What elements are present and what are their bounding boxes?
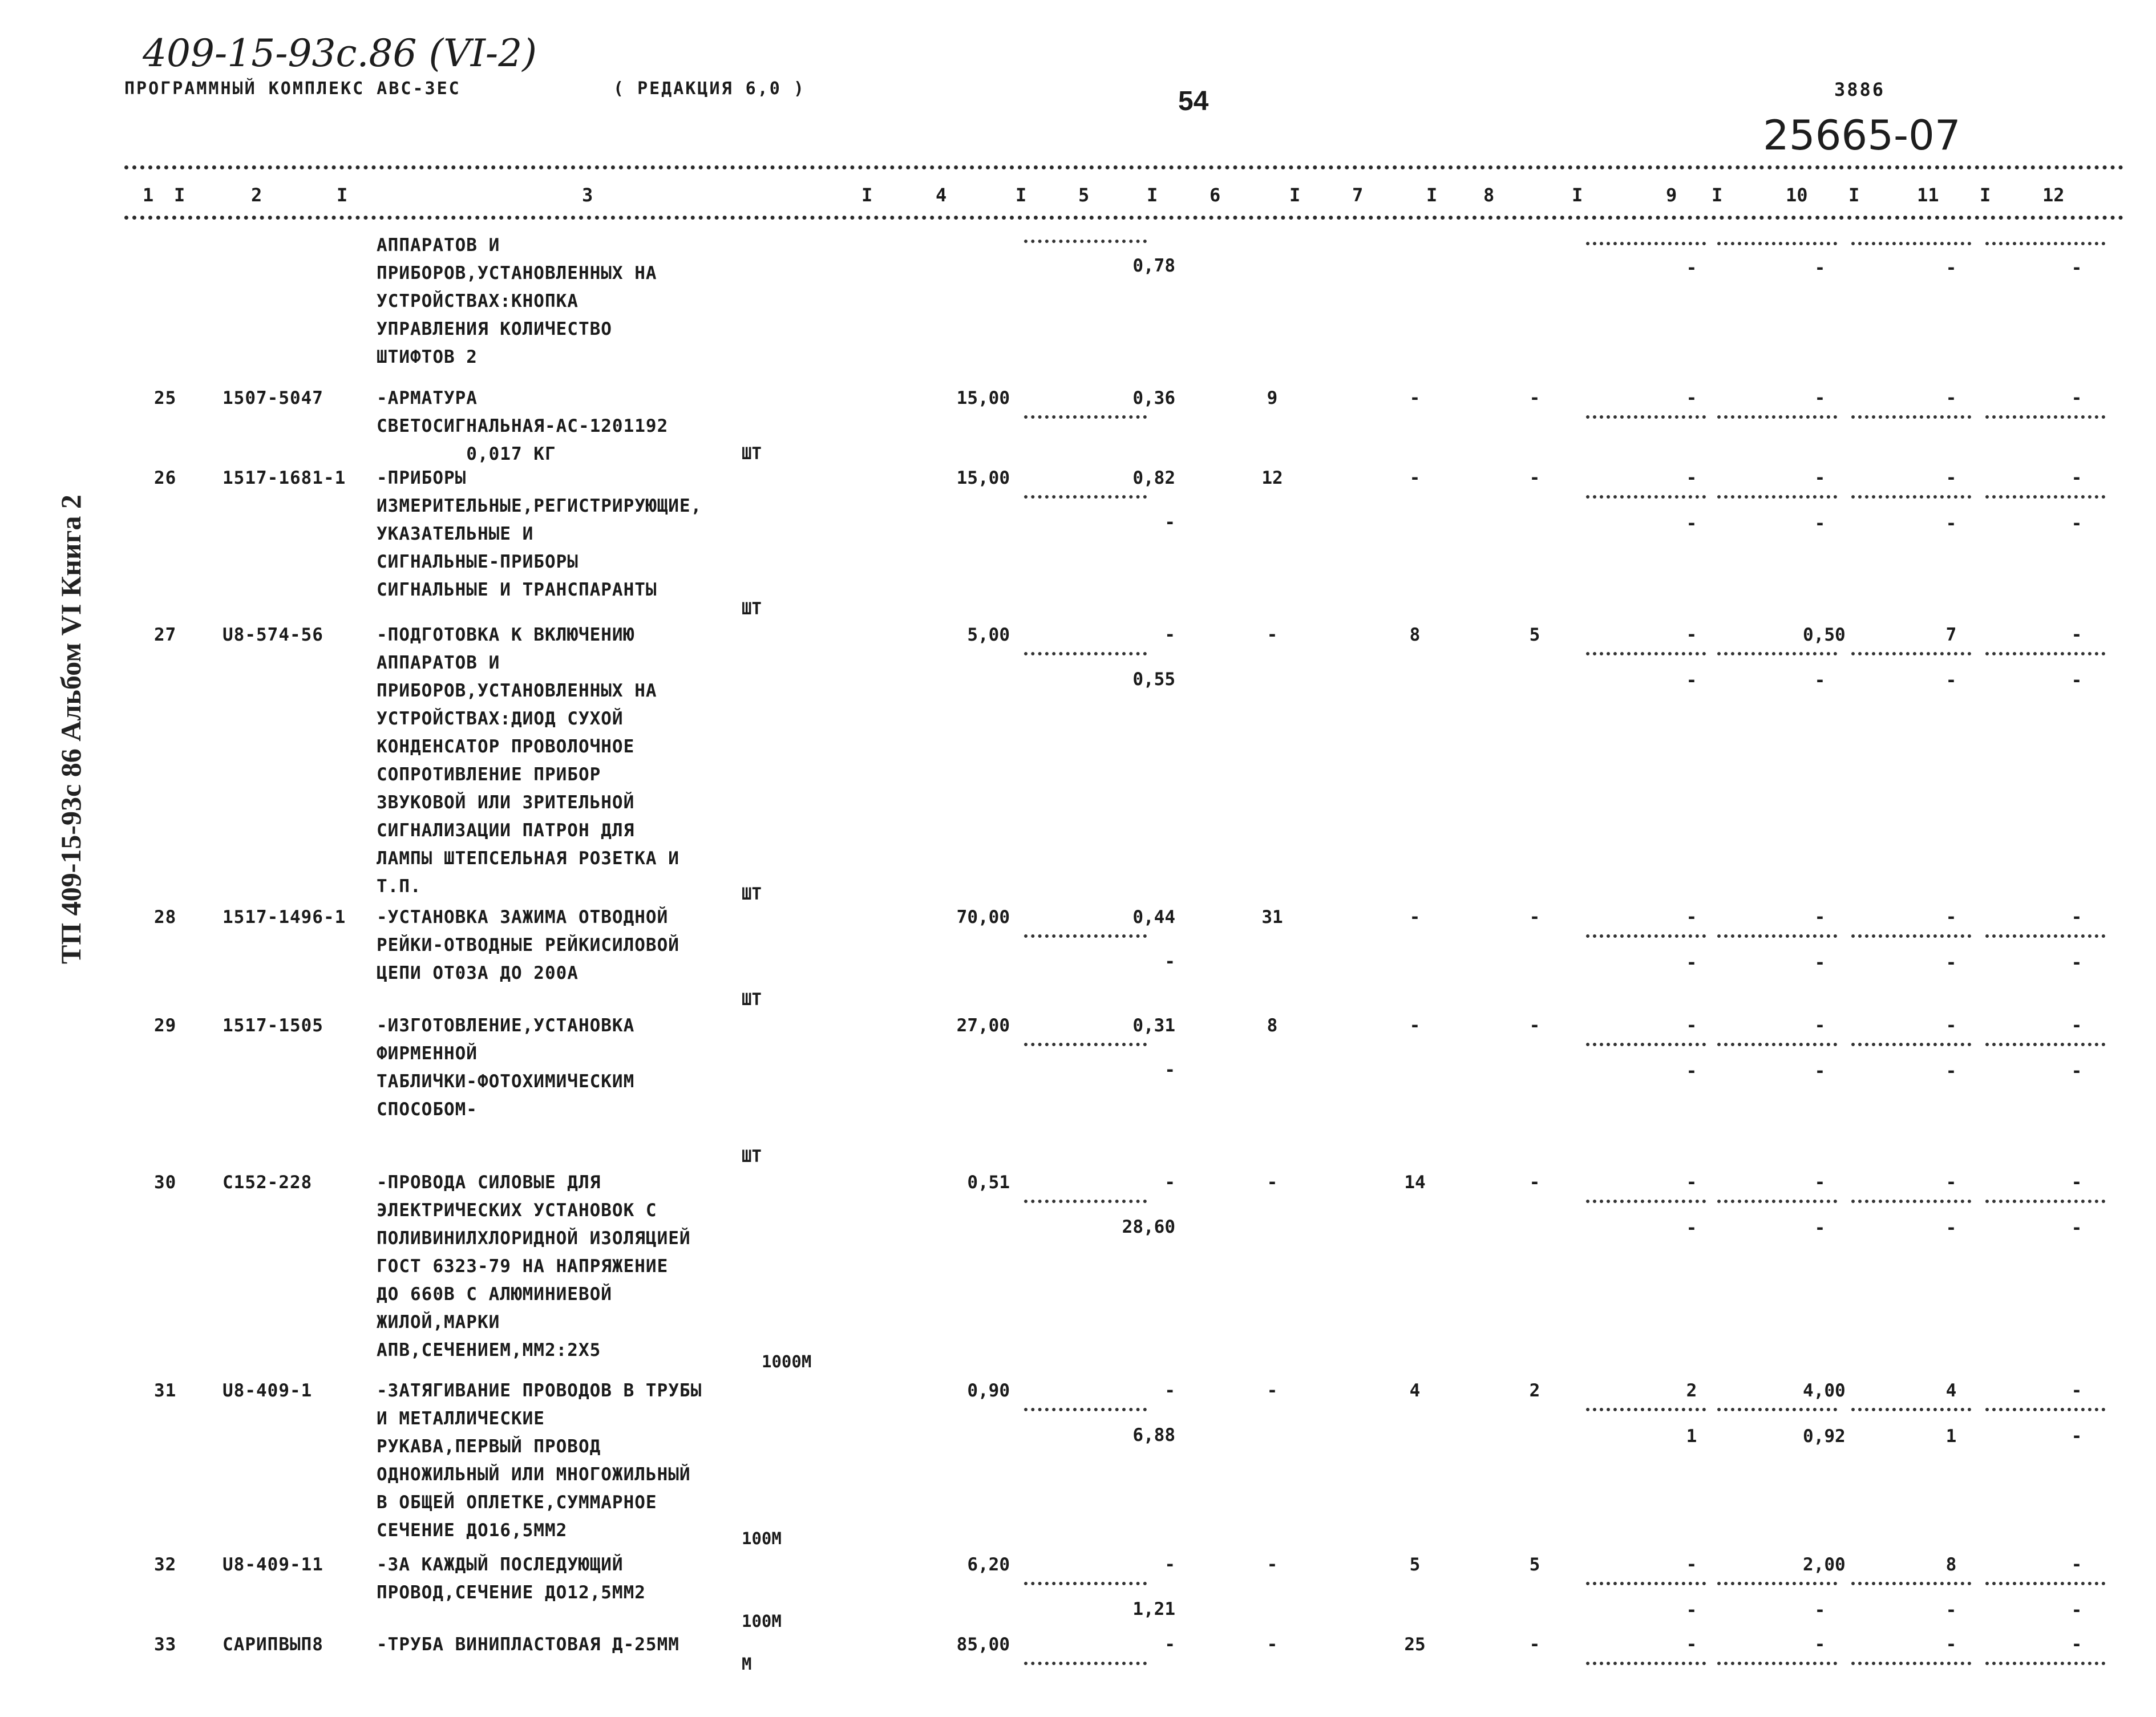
cell-col-8: -: [1529, 388, 1540, 408]
dotted-divider: [1851, 934, 1971, 938]
cell-col-5-lower: 0,78: [1132, 256, 1175, 276]
row-description-line: -ПОДГОТОВКА К ВКЛЮЧЕНИЮ: [377, 625, 635, 645]
row-description-line: -ЗА КАЖДЫЙ ПОСЛЕДУЮЩИЙ: [377, 1554, 624, 1575]
cell-c11-upper: 8: [1945, 1554, 1957, 1575]
row-description-line: ОДНОЖИЛЬНЫЙ ИЛИ МНОГОЖИЛЬНЫЙ: [377, 1464, 691, 1485]
cell-col-5-upper: -: [1164, 1634, 1175, 1655]
cell-c10-lower: -: [1814, 1061, 1826, 1082]
dotted-divider: [1586, 1043, 1706, 1046]
column-header-2: 2: [251, 184, 262, 206]
row-description-line: ПРИБОРОВ,УСТАНОВЛЕННЫХ НА: [377, 681, 657, 701]
row-unit: 100М: [742, 1529, 782, 1548]
row-description-line: СВЕТОСИГНАЛЬНАЯ-АС-1201192: [377, 416, 669, 436]
cell-c9-upper: -: [1686, 1015, 1697, 1036]
row-number: 26: [154, 468, 177, 488]
row-number: 27: [154, 625, 177, 645]
cell-col-5-upper: -: [1164, 1554, 1175, 1575]
cell-c12-upper: -: [2071, 388, 2082, 408]
row-number: 28: [154, 907, 177, 928]
row-description-line: ТАБЛИЧКИ-ФОТОХИМИЧЕСКИМ: [377, 1071, 635, 1092]
column-separator: I: [1426, 184, 1438, 206]
cell-col-7: 14: [1404, 1172, 1426, 1193]
cell-col-8: -: [1529, 468, 1540, 488]
dotted-divider: [1586, 934, 1706, 938]
row-description-line: -АРМАТУРА: [377, 388, 478, 408]
handwritten-document-code: 409-15-93с.86 (VI-2): [143, 31, 537, 75]
dotted-divider: [1024, 240, 1147, 243]
stamp-small-number: 3886: [1834, 79, 1886, 100]
dotted-divider: [1024, 415, 1147, 419]
cell-c11-lower: -: [1945, 1600, 1957, 1621]
cell-c9-upper: 2: [1686, 1380, 1697, 1401]
cell-c11-lower: -: [1945, 513, 1957, 534]
row-number: 25: [154, 388, 177, 408]
dotted-divider: [1717, 1043, 1837, 1046]
row-unit: ШТ: [742, 599, 762, 618]
dotted-divider: [1586, 242, 1706, 245]
row-description-line: -ТРУБА ВИНИПЛАСТОВАЯ Д-25ММ: [377, 1634, 679, 1655]
row-code: U8-574-56: [223, 625, 323, 645]
row-description-line: ЖИЛОЙ,МАРКИ: [377, 1312, 500, 1333]
cell-col-7: 8: [1409, 625, 1421, 645]
cell-col-5-lower: -: [1164, 951, 1175, 972]
cell-col-6: -: [1267, 1554, 1278, 1575]
column-header-8: 8: [1483, 184, 1495, 206]
row-description-line: АППАРАТОВ И: [377, 653, 500, 673]
cell-c9-upper: -: [1686, 907, 1697, 928]
dotted-divider: [1985, 652, 2105, 655]
cell-c9-lower: -: [1686, 513, 1697, 534]
cell-c12-lower: -: [2071, 1218, 2082, 1238]
cell-c12-upper: -: [2071, 1634, 2082, 1655]
cell-c10-upper: 4,00: [1803, 1380, 1846, 1401]
cell-col-5-lower: 6,88: [1132, 1425, 1175, 1445]
cell-c12-lower: -: [2071, 1061, 2082, 1082]
dotted-divider: [1985, 495, 2105, 499]
cell-c12-upper: -: [2071, 1172, 2082, 1193]
cell-col-4: 0,51: [967, 1172, 1010, 1193]
cell-c11-upper: -: [1945, 1015, 1957, 1036]
dotted-divider: [1985, 1200, 2105, 1203]
cell-col-6: -: [1267, 1172, 1278, 1193]
dotted-divider: [1851, 1408, 1971, 1411]
row-description-line: ПОЛИВИНИЛХЛОРИДНОЙ ИЗОЛЯЦИЕЙ: [377, 1228, 691, 1249]
cell-col-5-lower: -: [1164, 1060, 1175, 1080]
row-number: 32: [154, 1554, 177, 1575]
cell-c12-upper: -: [2071, 907, 2082, 928]
cell-c11-lower: 1: [1945, 1426, 1957, 1447]
column-separator: I: [1016, 184, 1027, 206]
dotted-divider: [1024, 934, 1147, 938]
cell-col-8: -: [1529, 907, 1540, 928]
row-description-line: СОПРОТИВЛЕНИЕ ПРИБОР: [377, 764, 601, 785]
cell-col-8: -: [1529, 1172, 1540, 1193]
cell-col-4: 15,00: [956, 388, 1010, 408]
column-separator: I: [1147, 184, 1158, 206]
dotted-divider: [1985, 1408, 2105, 1411]
cell-c11-lower: -: [1945, 670, 1957, 691]
row-description-line: УПРАВЛЕНИЯ КОЛИЧЕСТВО: [377, 319, 612, 339]
row-unit: ШТ: [742, 444, 762, 463]
dotted-divider: [1024, 1582, 1147, 1585]
dotted-divider: [1717, 415, 1837, 419]
dotted-divider: [1586, 1408, 1706, 1411]
row-description-line: -ПРИБОРЫ: [377, 468, 467, 488]
cell-c11-lower: -: [1945, 953, 1957, 973]
cell-col-6: 31: [1261, 907, 1283, 928]
dotted-divider: [1024, 495, 1147, 499]
cell-col-6: 9: [1267, 388, 1278, 408]
row-description-line: РУКАВА,ПЕРВЫЙ ПРОВОД: [377, 1436, 601, 1457]
cell-c11-lower: -: [1945, 1061, 1957, 1082]
column-header-6: 6: [1210, 184, 1221, 206]
cell-c12-lower: -: [2071, 258, 2082, 278]
cell-col-5-upper: 0,31: [1132, 1015, 1175, 1036]
header-top-rule: [124, 165, 2124, 169]
dotted-divider: [1717, 1408, 1837, 1411]
dotted-divider: [1717, 652, 1837, 655]
cell-c12-lower: -: [2071, 1600, 2082, 1621]
cell-c10-lower: -: [1814, 953, 1826, 973]
dotted-divider: [1851, 1043, 1971, 1046]
cell-col-4: 85,00: [956, 1634, 1010, 1655]
column-separator: I: [1980, 184, 1991, 206]
cell-col-4: 5,00: [967, 625, 1010, 645]
row-description-line: ПРИБОРОВ,УСТАНОВЛЕННЫХ НА: [377, 263, 657, 284]
cell-c12-lower: -: [2071, 513, 2082, 534]
cell-col-5-lower: -: [1164, 512, 1175, 533]
row-description-line: УСТРОЙСТВАХ:КНОПКА: [377, 291, 579, 311]
cell-col-5-upper: 0,44: [1132, 907, 1175, 928]
dotted-divider: [1851, 1662, 1971, 1665]
cell-c9-upper: -: [1686, 1554, 1697, 1575]
column-separator: I: [861, 184, 873, 206]
cell-col-7: 4: [1409, 1380, 1421, 1401]
cell-c12-upper: -: [2071, 468, 2082, 488]
row-description-line: СПОСОБОМ-: [377, 1099, 478, 1120]
dotted-divider: [1024, 1662, 1147, 1665]
row-code: 1507-5047: [223, 388, 323, 408]
row-description-line: РЕЙКИ-ОТВОДНЫЕ РЕЙКИСИЛОВОЙ: [377, 935, 679, 955]
cell-c9-upper: -: [1686, 1634, 1697, 1655]
column-separator: I: [1712, 184, 1723, 206]
cell-col-8: -: [1529, 1015, 1540, 1036]
row-description-line: И МЕТАЛЛИЧЕСКИЕ: [377, 1408, 545, 1429]
dotted-divider: [1851, 415, 1971, 419]
row-description-line: ЭЛЕКТРИЧЕСКИХ УСТАНОВОК С: [377, 1200, 657, 1221]
cell-c9-upper: -: [1686, 388, 1697, 408]
dotted-divider: [1851, 652, 1971, 655]
dotted-divider: [1586, 652, 1706, 655]
row-description-line: ФИРМЕННОЙ: [377, 1043, 478, 1064]
cell-c11-upper: 4: [1945, 1380, 1957, 1401]
cell-col-6: -: [1267, 1380, 1278, 1401]
cell-c11-upper: 7: [1945, 625, 1957, 645]
cell-col-6: 8: [1267, 1015, 1278, 1036]
row-description-line: -ЗАТЯГИВАНИЕ ПРОВОДОВ В ТРУБЫ: [377, 1380, 702, 1401]
cell-c12-lower: -: [2071, 1426, 2082, 1447]
row-description-line: ШТИФТОВ 2: [377, 347, 478, 367]
cell-col-5-upper: -: [1164, 625, 1175, 645]
cell-c9-upper: -: [1686, 1172, 1697, 1193]
row-description-line: ДО 660В С АЛЮМИНИЕВОЙ: [377, 1284, 612, 1305]
column-separator: I: [174, 184, 185, 206]
cell-col-8: -: [1529, 1634, 1540, 1655]
cell-col-4: 6,20: [967, 1554, 1010, 1575]
cell-col-6: -: [1267, 625, 1278, 645]
row-code: 1517-1681-1: [223, 468, 346, 488]
stamp-number: 25665-07: [1763, 111, 1961, 159]
row-number: 33: [154, 1634, 177, 1655]
row-description-line: УСТРОЙСТВАХ:ДИОД СУХОЙ: [377, 708, 624, 729]
row-description-line: -УСТАНОВКА ЗАЖИМА ОТВОДНОЙ: [377, 907, 669, 928]
program-title: ПРОГРАММНЫЙ КОМПЛЕКС АВС-3ЕС: [124, 79, 461, 99]
row-unit: 1000М: [762, 1352, 812, 1371]
row-number: 31: [154, 1380, 177, 1401]
cell-col-7: 25: [1404, 1634, 1426, 1655]
column-header-1: 1: [143, 184, 154, 206]
row-description-line: СИГНАЛИЗАЦИИ ПАТРОН ДЛЯ: [377, 820, 635, 841]
cell-col-4: 0,90: [967, 1380, 1010, 1401]
cell-col-7: -: [1409, 468, 1421, 488]
row-code: САРИПВЫП8: [223, 1634, 323, 1655]
dotted-divider: [1717, 1200, 1837, 1203]
cell-c10-upper: -: [1814, 1634, 1826, 1655]
cell-c10-upper: -: [1814, 468, 1826, 488]
edition-label: ( РЕДАКЦИЯ 6,0 ): [613, 79, 806, 99]
column-header-10: 10: [1786, 184, 1808, 206]
cell-c9-lower: -: [1686, 258, 1697, 278]
cell-c11-upper: -: [1945, 907, 1957, 928]
dotted-divider: [1985, 1582, 2105, 1585]
dotted-divider: [1985, 415, 2105, 419]
cell-c9-lower: 1: [1686, 1426, 1697, 1447]
cell-c10-upper: -: [1814, 388, 1826, 408]
cell-c12-lower: -: [2071, 953, 2082, 973]
column-header-4: 4: [936, 184, 947, 206]
row-code: U8-409-1: [223, 1380, 313, 1401]
cell-col-5-lower: 0,55: [1132, 669, 1175, 690]
dotted-divider: [1586, 415, 1706, 419]
cell-c10-upper: -: [1814, 1172, 1826, 1193]
cell-c10-lower: -: [1814, 670, 1826, 691]
cell-c12-upper: -: [2071, 1380, 2082, 1401]
dotted-divider: [1586, 1200, 1706, 1203]
row-description-line: АПВ,СЕЧЕНИЕМ,ММ2:2Х5: [377, 1340, 601, 1360]
dotted-divider: [1985, 1662, 2105, 1665]
row-description-line: ЛАМПЫ ШТЕПСЕЛЬНАЯ РОЗЕТКА И: [377, 848, 679, 869]
cell-c10-lower: 0,92: [1803, 1426, 1846, 1447]
dotted-divider: [1024, 1200, 1147, 1203]
dotted-divider: [1985, 934, 2105, 938]
dotted-divider: [1586, 495, 1706, 499]
cell-c11-upper: -: [1945, 468, 1957, 488]
cell-c9-lower: -: [1686, 670, 1697, 691]
column-separator: I: [1572, 184, 1583, 206]
cell-c10-lower: -: [1814, 1600, 1826, 1621]
row-description-line: КОНДЕНСАТОР ПРОВОЛОЧНОЕ: [377, 736, 635, 757]
cell-col-6: -: [1267, 1634, 1278, 1655]
cell-c11-upper: -: [1945, 1172, 1957, 1193]
row-description-line: ЦЕПИ ОТ03А ДО 200А: [377, 963, 579, 983]
header-bottom-rule: [124, 216, 2124, 220]
row-code: С152-228: [223, 1172, 313, 1193]
cell-c9-lower: -: [1686, 1600, 1697, 1621]
row-description-line: ИЗМЕРИТЕЛЬНЫЕ,РЕГИСТРИРУЮЩИЕ,: [377, 496, 702, 516]
dotted-divider: [1717, 1582, 1837, 1585]
dotted-divider: [1024, 1408, 1147, 1411]
cell-col-5-lower: 1,21: [1132, 1599, 1175, 1619]
row-description-line: -ПРОВОДА СИЛОВЫЕ ДЛЯ: [377, 1172, 601, 1193]
cell-col-5-upper: 0,36: [1132, 388, 1175, 408]
dotted-divider: [1851, 1582, 1971, 1585]
dotted-divider: [1851, 495, 1971, 499]
cell-col-8: 2: [1529, 1380, 1540, 1401]
row-description-line: СЕЧЕНИЕ ДО16,5ММ2: [377, 1520, 568, 1541]
cell-c9-lower: -: [1686, 1061, 1697, 1082]
cell-c12-upper: -: [2071, 1554, 2082, 1575]
dotted-divider: [1985, 1043, 2105, 1046]
cell-c11-upper: -: [1945, 388, 1957, 408]
row-code: 1517-1496-1: [223, 907, 346, 928]
column-header-12: 12: [2042, 184, 2065, 206]
row-code: U8-409-11: [223, 1554, 323, 1575]
cell-c10-lower: -: [1814, 513, 1826, 534]
row-description-line: ГОСТ 6323-79 НА НАПРЯЖЕНИЕ: [377, 1256, 669, 1277]
column-separator: I: [1289, 184, 1301, 206]
cell-c9-upper: -: [1686, 468, 1697, 488]
row-description-line: СИГНАЛЬНЫЕ И ТРАНСПАРАНТЫ: [377, 580, 657, 600]
cell-c10-upper: 0,50: [1803, 625, 1846, 645]
cell-c11-lower: -: [1945, 258, 1957, 278]
cell-c10-lower: -: [1814, 258, 1826, 278]
cell-c10-lower: -: [1814, 1218, 1826, 1238]
cell-c9-upper: -: [1686, 625, 1697, 645]
cell-col-6: 12: [1261, 468, 1283, 488]
cell-c9-lower: -: [1686, 1218, 1697, 1238]
cell-col-5-upper: 0,82: [1132, 468, 1175, 488]
cell-col-4: 70,00: [956, 907, 1010, 928]
cell-col-4: 27,00: [956, 1015, 1010, 1036]
dotted-divider: [1851, 242, 1971, 245]
row-unit: ШТ: [742, 1147, 762, 1166]
cell-c11-lower: -: [1945, 1218, 1957, 1238]
row-description-line: Т.П.: [377, 876, 422, 897]
cell-c12-lower: -: [2071, 670, 2082, 691]
row-description-line: СИГНАЛЬНЫЕ-ПРИБОРЫ: [377, 552, 579, 572]
dotted-divider: [1717, 934, 1837, 938]
row-description-line: В ОБЩЕЙ ОПЛЕТКЕ,СУММАРНОЕ: [377, 1492, 657, 1513]
dotted-divider: [1586, 1582, 1706, 1585]
dotted-divider: [1985, 242, 2105, 245]
cell-col-8: 5: [1529, 1554, 1540, 1575]
cell-c10-upper: -: [1814, 907, 1826, 928]
dotted-divider: [1717, 495, 1837, 499]
dotted-divider: [1717, 1662, 1837, 1665]
cell-col-7: -: [1409, 907, 1421, 928]
cell-col-7: 5: [1409, 1554, 1421, 1575]
dotted-divider: [1586, 1662, 1706, 1665]
cell-col-5-upper: -: [1164, 1380, 1175, 1401]
row-unit: М: [742, 1654, 752, 1674]
row-number: 29: [154, 1015, 177, 1036]
side-album-label: ТП 409-15-93с 86 Альбом VI Книга 2: [55, 495, 87, 964]
cell-col-5-upper: -: [1164, 1172, 1175, 1193]
row-description-line: ЗВУКОВОЙ ИЛИ ЗРИТЕЛЬНОЙ: [377, 792, 635, 813]
cell-col-4: 15,00: [956, 468, 1010, 488]
row-unit: ШТ: [742, 990, 762, 1009]
column-header-7: 7: [1352, 184, 1364, 206]
cell-col-7: -: [1409, 1015, 1421, 1036]
cell-c10-upper: 2,00: [1803, 1554, 1846, 1575]
dotted-divider: [1024, 1043, 1147, 1046]
cell-c9-lower: -: [1686, 953, 1697, 973]
row-description-line: ПРОВОД,СЕЧЕНИЕ ДО12,5ММ2: [377, 1582, 646, 1603]
cell-col-5-lower: 28,60: [1122, 1217, 1175, 1237]
row-description-line: УКАЗАТЕЛЬНЫЕ И: [377, 524, 534, 544]
dotted-divider: [1717, 242, 1837, 245]
row-description-line: 0,017 КГ: [377, 444, 556, 464]
cell-col-7: -: [1409, 388, 1421, 408]
column-header-11: 11: [1917, 184, 1939, 206]
row-number: 30: [154, 1172, 177, 1193]
column-header-5: 5: [1078, 184, 1090, 206]
column-separator: I: [1848, 184, 1860, 206]
row-code: 1517-1505: [223, 1015, 323, 1036]
column-header-9: 9: [1666, 184, 1677, 206]
cell-c12-upper: -: [2071, 625, 2082, 645]
row-unit: 100М: [742, 1611, 782, 1631]
row-description-line: АППАРАТОВ И: [377, 235, 500, 256]
cell-c10-upper: -: [1814, 1015, 1826, 1036]
dotted-divider: [1024, 652, 1147, 655]
dotted-divider: [1851, 1200, 1971, 1203]
column-header-3: 3: [582, 184, 593, 206]
cell-c12-upper: -: [2071, 1015, 2082, 1036]
cell-c11-upper: -: [1945, 1634, 1957, 1655]
row-unit: ШТ: [742, 884, 762, 904]
column-separator: I: [337, 184, 348, 206]
row-description-line: -ИЗГОТОВЛЕНИЕ,УСТАНОВКА: [377, 1015, 635, 1036]
page-number: 54: [1178, 86, 1209, 116]
cell-col-8: 5: [1529, 625, 1540, 645]
